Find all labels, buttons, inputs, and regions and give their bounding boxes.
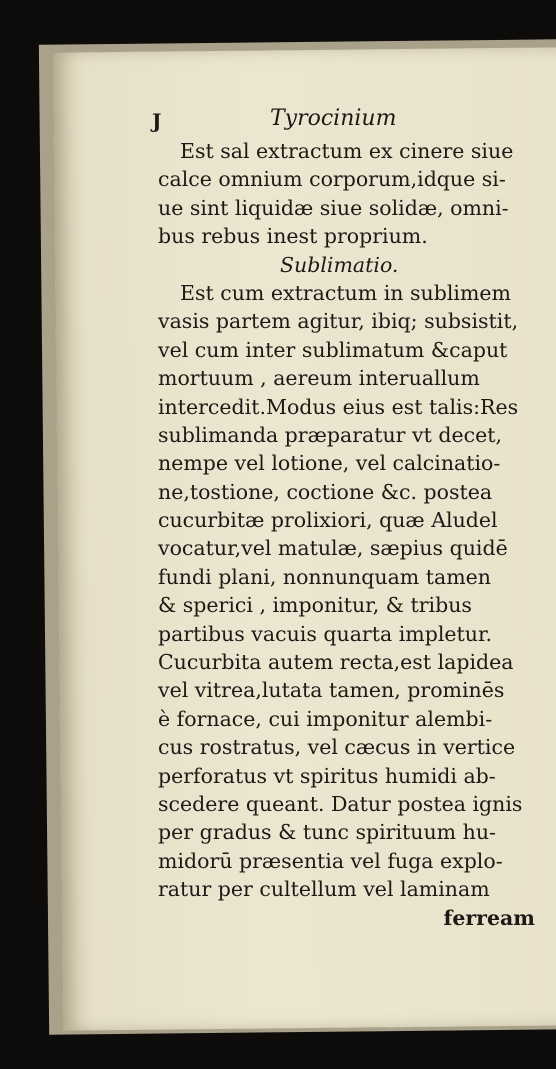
text-line: bus rebus inest proprium. [158,224,428,249]
text-line: scedere queant. Datur postea ignis [158,791,523,816]
text-line: è fornace, cui imponitur alembi- [158,706,493,731]
text-line: midorū præsentia vel fuga explo- [158,848,503,873]
running-title: Tyrocinium [270,106,397,131]
text-line: mortuum , aereum interuallum [158,366,480,391]
text-line: ue sint liquidæ siue solidæ, omni- [158,195,509,220]
text-line: sublimanda præparatur vt decet, [158,422,502,447]
text-line: cucurbitæ prolixiori, quæ Aludel [158,508,498,533]
text-line: fundi plani, nonnunquam tamen [158,564,491,589]
text-line: Est sal extractum ex cinere siue [180,139,514,163]
text-line: ne,tostione, coctione &c. postea [158,479,493,504]
text-line: vel vitrea,lutata tamen, prominēs [158,678,505,703]
text-line: vel cum inter sublimatum &caput [158,337,508,362]
text-line: partibus vacuis quarta impletur. [158,621,493,646]
section-heading: Sublimatio. [280,252,399,277]
text-line: intercedit.Modus eius est talis:Res [158,394,519,419]
text-line: Cucurbita autem recta,est lapidea [158,650,514,675]
text-line: vasis partem agitur, ibiq; subsistit, [158,309,519,334]
text-line: nempe vel lotione, vel calcinatio- [158,451,501,476]
text-line: per gradus & tunc spirituum hu- [158,820,496,845]
catchword: ferream [443,905,535,930]
text-line: calce omnium corporum,idque si- [158,167,506,192]
text-line: vocatur,vel matulæ, sæpius quidē [158,536,508,561]
text-line: perforatus vt spiritus humidi ab- [158,763,496,788]
text-line: ratur per cultellum vel laminam [158,877,490,902]
page-number: J [152,109,162,133]
page-text [152,103,543,932]
text-line: cus rostratus, vel cæcus in vertice [158,735,516,760]
page-header [152,103,543,137]
text-line: & sperici , imponitur, & tribus [158,593,472,618]
text-line: Est cum extractum in sublimem [180,280,511,305]
